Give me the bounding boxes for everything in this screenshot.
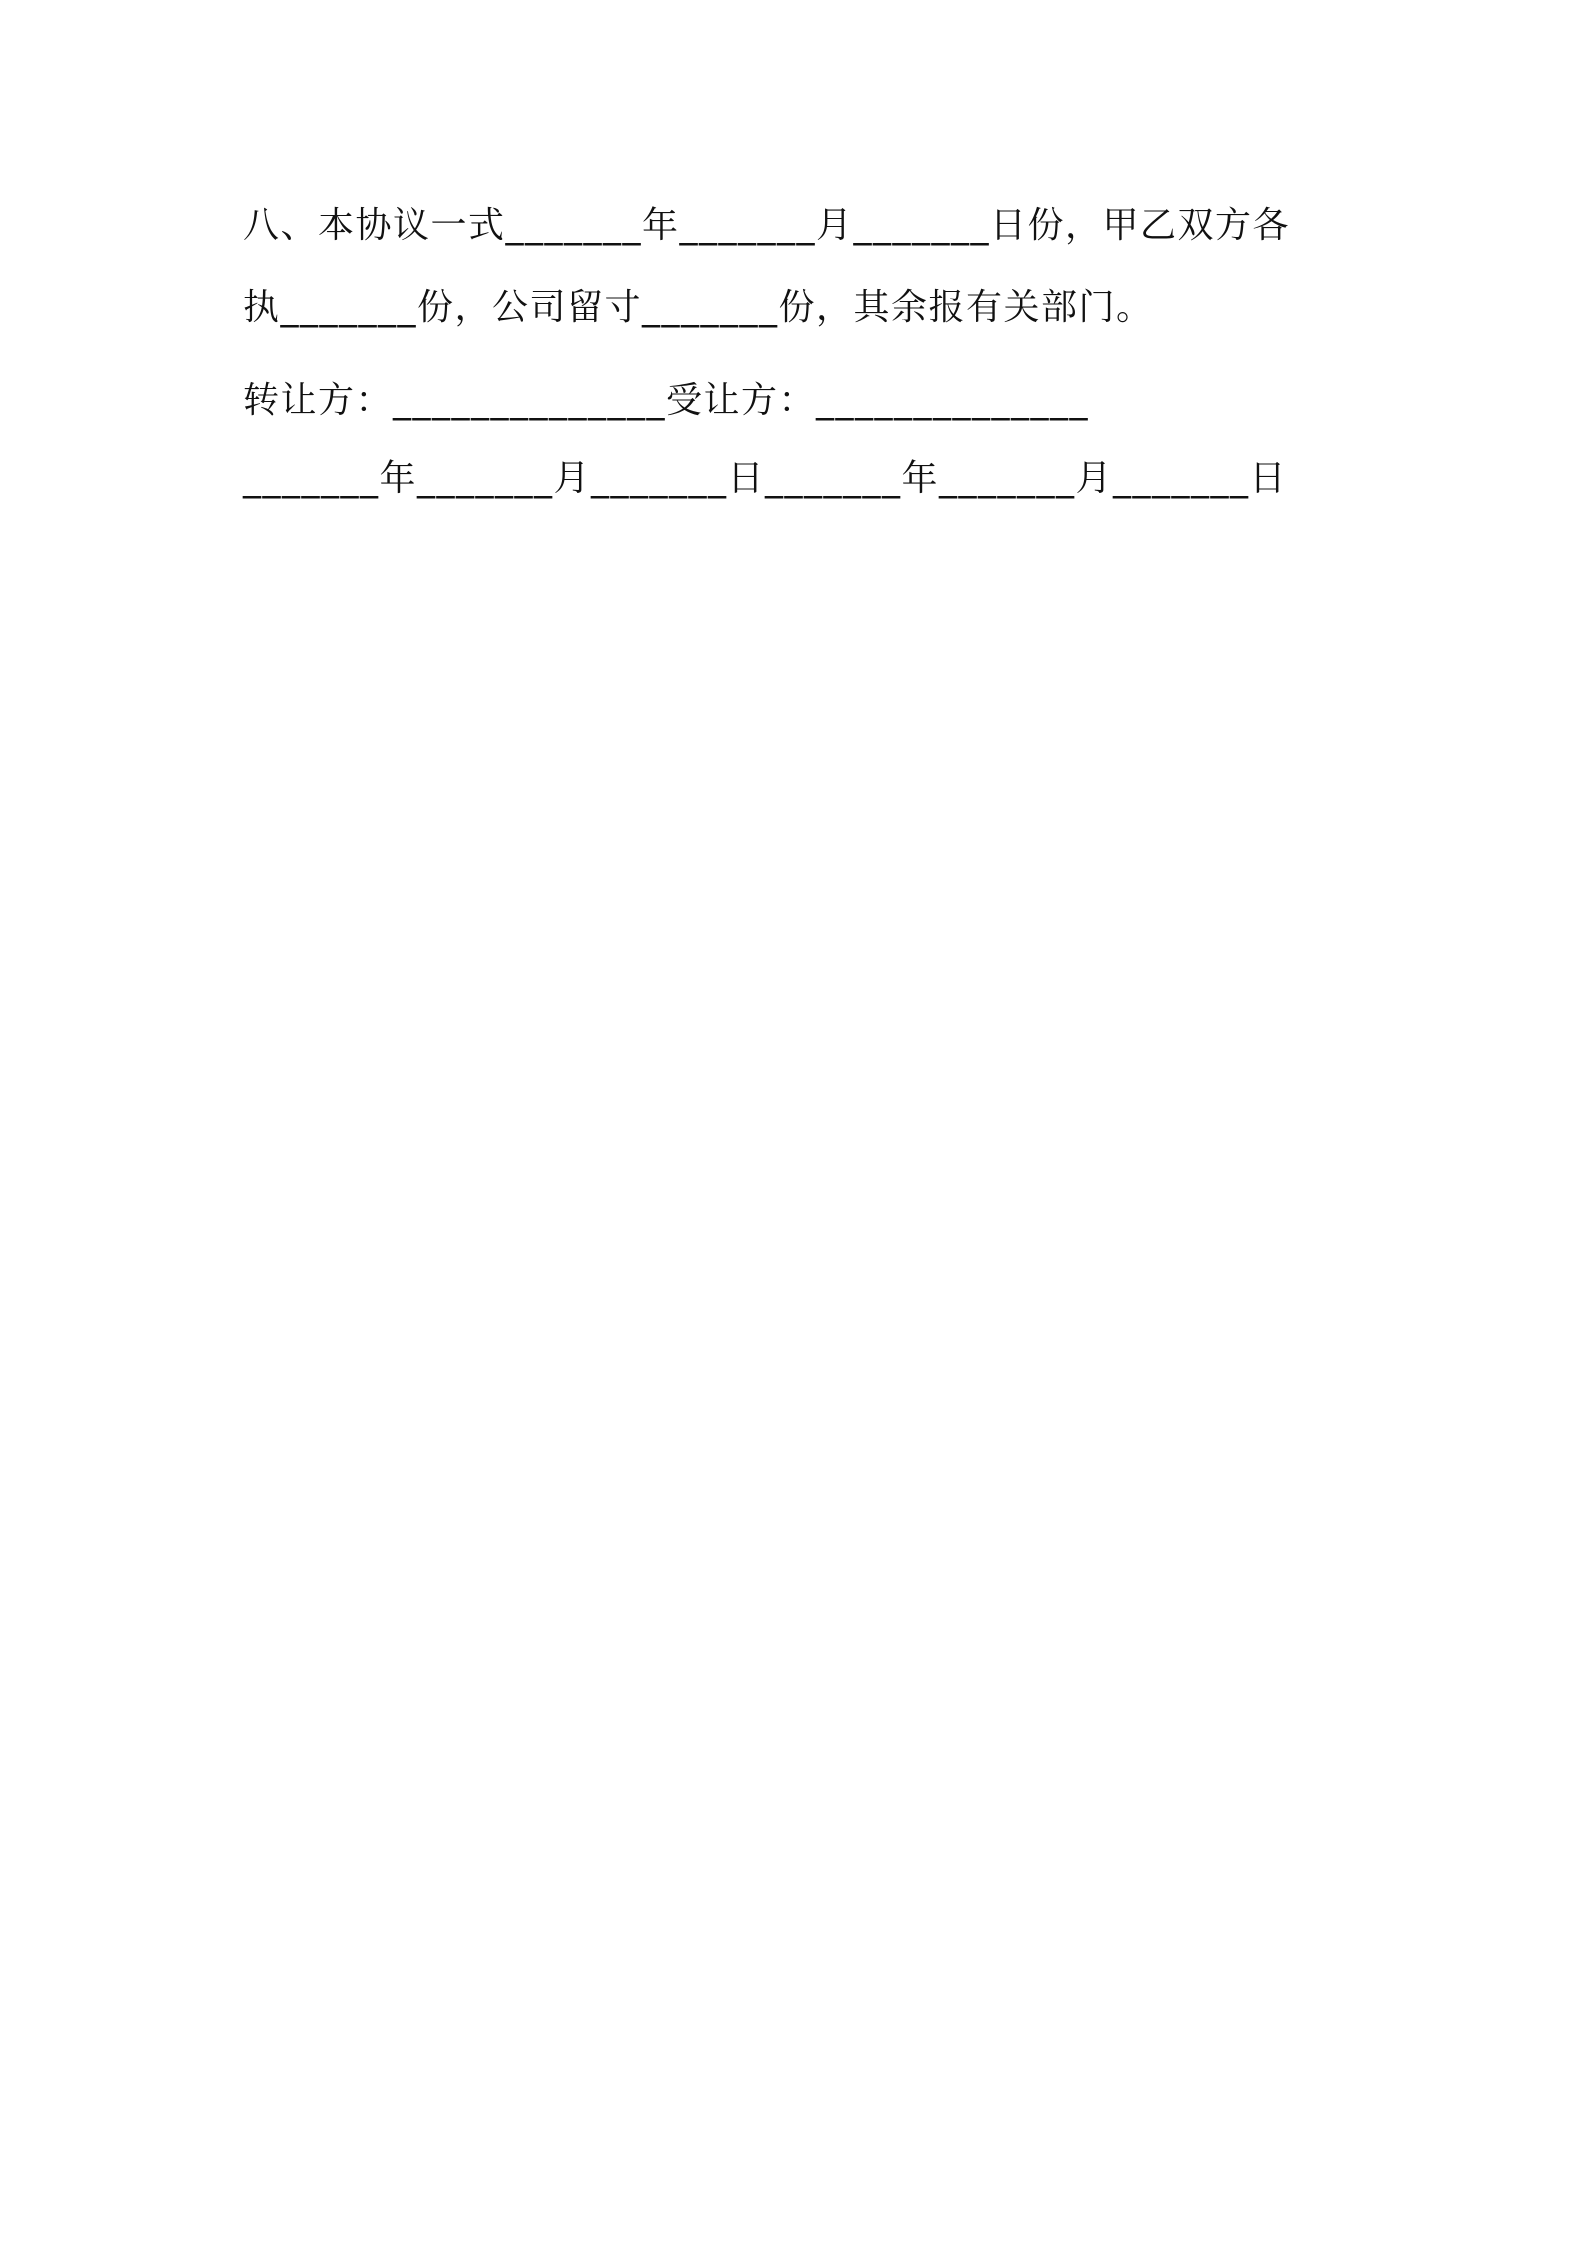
clause-eight-line-1: 八、本协议一式_______年_______月_______日份，甲乙双方各	[243, 205, 1291, 246]
clause-eight-line-2: 执_______份，公司留寸_______份，其余报有关部门。	[243, 287, 1154, 328]
signature-parties-line: 转让方：______________受让方：______________	[243, 380, 1090, 421]
signature-dates-line: _______年_______月_______日_______年_______月_______日	[243, 458, 1287, 499]
